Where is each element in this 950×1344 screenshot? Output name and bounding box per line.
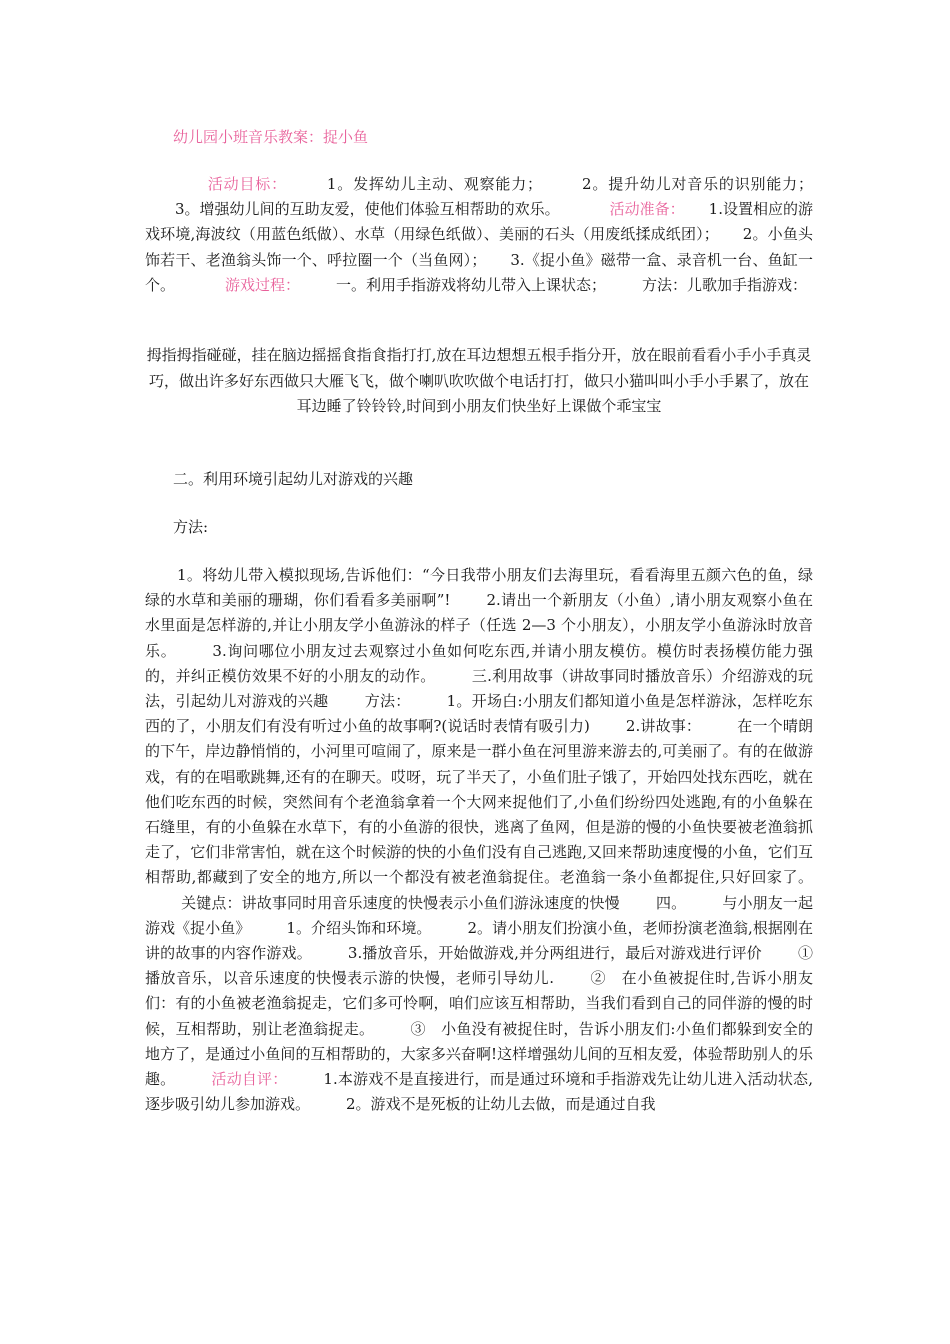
document-title: 幼儿园小班音乐教案：捉小鱼 [173, 128, 369, 146]
opening-remarks: 1。开场白:小朋友们都知道小鱼是怎样游泳，怎样吃东西的了，小朋友们有没有听过小鱼的故事啊?(说话时表情有吸引力) [145, 692, 813, 736]
prep-item-3: 3.《捉小鱼》磁带一盒、录音机一台、鱼缸一个。 [145, 250, 813, 294]
step-3-heading: 三.利用故事（讲故事同时播放音乐）介绍游戏的玩法，引起幼儿对游戏的兴趣 [145, 666, 813, 711]
goals-prep-process-section [145, 172, 813, 298]
step-4-number: 四。 [655, 893, 687, 912]
evaluation-item-2: 2。游戏不是死板的让幼儿去做，而是通过自我 [346, 1095, 656, 1114]
game-sub-item-2: ② 在小鱼被捉住时,告诉小朋友们：有的小鱼被老渔翁捉走，它们多可怜啊，咱们应该互相帮助，当我们看到自己的同伴游的慢的时候，互相帮助，别让老渔翁捉走。 [145, 969, 813, 1038]
body-item-1: 1。将幼儿带入模拟现场,告诉他们：“今日我带小朋友们去海里玩，看看海里五颜六色的鱼，绿绿的水草和美丽的珊瑚，你们看看多美丽啊”! [145, 566, 813, 610]
method-label: 方法: [173, 518, 209, 536]
goal-item-3: 3。增强幼儿间的互助友爱，使他们体验互相帮助的欢乐。 [175, 200, 560, 219]
body-item-3: 3.询问哪位小朋友过去观察过小鱼如何吃东西,并请小朋友模仿。模仿时表扬模仿能力强的，并纠正模仿效果不好的小朋友的动作。 [145, 641, 813, 685]
story-text: 在一个晴朗的下午，岸边静悄悄的，小河里可喧闹了，原来是一群小鱼在河里游来游去的,可美丽了。有的在做游戏，有的在唱歌跳舞,还有的在聊天。哎呀，玩了半天了，小鱼们肚子饿了，开始四处找东西吃，就在他们吃东西的时候，突然间有个老渔翁拿着一个大网来捉他们了,小鱼们纷纷四处逃跑,有的小鱼躲在石缝里，有的小鱼躲在水草下，有的小鱼游的很快，逃离了鱼网，但是游的慢的小鱼快要被老渔翁抓走了，它们非常害怕，就在这个时候游的快的小鱼们没有自己逃跑,又回来帮助速度慢的小鱼，它们互相帮助,都藏到了安全的地方,所以一个都没有被老渔翁捉住。老渔翁一条小鱼都捉住,只好回家了。 [145, 717, 813, 887]
game-sub-item-3: ③ 小鱼没有被捉住时，告诉小朋友们:小鱼们都躲到安全的地方了，是通过小鱼间的互相帮助的，大家多兴奋啊!这样增强幼儿间的互相友爱，体验帮助别人的乐趣。 [145, 1019, 813, 1089]
step-4-heading: 与小朋友一起游戏《捉小鱼》 [145, 893, 813, 937]
step-2-heading: 二。利用环境引起幼儿对游戏的兴趣 [173, 470, 414, 488]
evaluation-label: 活动自评： [211, 1070, 288, 1089]
goals-label: 活动目标： [207, 175, 287, 193]
goal-item-2: 2。提升幼儿对音乐的识别能力； [582, 175, 813, 193]
game-item-1: 1。介绍头饰和环境。 [286, 918, 432, 937]
process-step-1: 一。利用手指游戏将幼儿带入上课状态； [336, 275, 607, 294]
prep-label: 活动准备： [609, 200, 685, 219]
prep-item-2: 2。小鱼头饰若干、老渔翁头饰一个、呼拉圈一个（当鱼网）； [145, 225, 813, 269]
story-label: 2.讲故事： [625, 717, 702, 736]
finger-rhyme: 拇指拇指碰碰，挂在脑边摇摇食指食指打打,放在耳边想想五根手指分开，放在眼前看看小手小手真灵巧，做出许多好东西做只大雁飞飞，做个喇叭吹吹做个电话打打，做只小猫叫叫小手小手累了，放在耳边睡了铃铃铃,时间到小朋友们快坐好上课做个乖宝宝 [146, 346, 812, 415]
game-item-2: 2。请小朋友们扮演小鱼，老师扮演老渔翁,根据刚在讲的故事的内容作游戏。 [145, 918, 813, 963]
game-item-3: 3.播放音乐，开始做游戏,并分两组进行，最后对游戏进行评价 [347, 944, 762, 963]
step-3-method-label: 方法： [364, 692, 411, 711]
goals-paragraph [145, 172, 813, 298]
process-step-1-method: 方法：儿歌加手指游戏： [642, 275, 808, 294]
body-paragraph [145, 563, 829, 1117]
process-label: 游戏过程： [225, 275, 301, 294]
key-point: 关键点：讲故事同时用音乐速度的快慢表示小鱼们游泳速度的快慢 [181, 893, 620, 912]
prep-item-1: 1.设置相应的游戏环境,海波纹（用蓝色纸做）、水草（用绿色纸做）、美丽的石头（用废纸揉成纸团）； [145, 200, 814, 244]
body-item-2: 2.请出一个新朋友（小鱼）,请小朋友观察小鱼在水里面是怎样游的,并让小朋友学小鱼游泳的样子（任选 2—3 个小朋友），小朋友学小鱼游泳时放音乐。 [145, 591, 813, 660]
game-sub-item-1: ① 播放音乐，以音乐速度的快慢表示游的快慢，老师引导幼儿. [145, 944, 829, 988]
main-body [145, 563, 829, 1117]
goal-item-1: 1。发挥幼儿主动、观察能力； [326, 175, 543, 193]
evaluation-item-1: 1.本游戏不是直接进行，而是通过环境和手指游戏先让幼儿进入活动状态,逐步吸引幼儿参加游戏。 [145, 1070, 813, 1114]
